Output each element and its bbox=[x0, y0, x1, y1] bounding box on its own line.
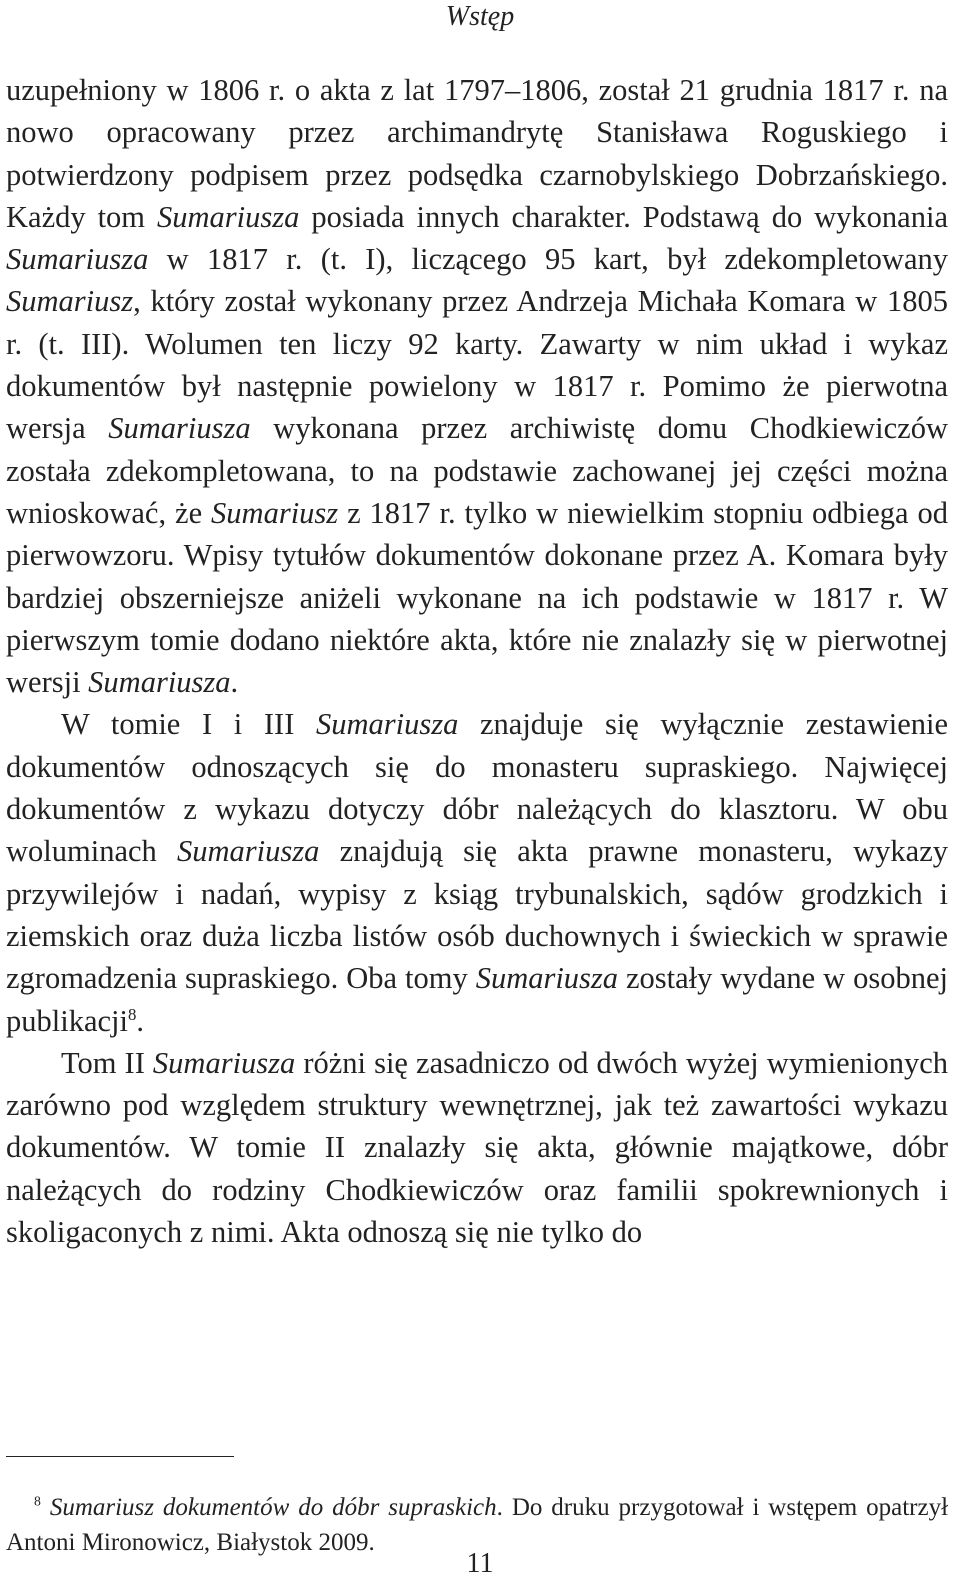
italic-title: Sumariusza bbox=[157, 199, 300, 234]
italic-title: Sumariusz bbox=[211, 495, 339, 530]
running-header: Wstęp bbox=[445, 1, 515, 32]
text-run: zostały wydane w osobnej publikacji bbox=[6, 961, 949, 1038]
footnote-reference: 8 bbox=[127, 1004, 137, 1024]
text-run: znajduje się wyłącznie zestawienie dokumentów odnoszących się do monasteru supraskiego. Najwięcej dokumentów z wykazu dotyczy dóbr należących do klasztoru. W obu woluminach bbox=[6, 707, 948, 869]
footnote-separator bbox=[6, 1456, 234, 1457]
italic-title: Sumariusza bbox=[177, 834, 320, 869]
text-run: W tomie I i III bbox=[61, 707, 316, 742]
footnote-text: . Do druku przygotował i wstępem opatrzył Antoni Mironowicz, Białystok 2009. bbox=[6, 1494, 949, 1556]
text-run: , który został wykonany przez Andrzeja Michała Komara w 1805 r. (t. III). Wolumen ten liczy 92 karty. Zawarty w nim układ i wykaz dokumentów był następnie powielony w 1817 r. Pomimo że pierwotna wersja bbox=[6, 284, 948, 446]
italic-title: Sumariusza bbox=[6, 242, 149, 277]
footnote-cited-title: Sumariusz dokumentów do dóbr supraskich bbox=[49, 1494, 497, 1521]
paragraph bbox=[6, 1042, 948, 1253]
italic-title: Sumariusza bbox=[316, 707, 459, 742]
italic-title: Sumariusz bbox=[6, 284, 134, 319]
text-run: uzupełniony w 1806 r. o akta z lat 1797–1806, został 21 grudnia 1817 r. na nowo opracowany przez archimandrytę Stanisława Roguskiego i potwierdzony podpisem przez podsędka czarnobylskiego Dobrzańskiego. Każdy tom bbox=[6, 73, 948, 234]
text-run: w 1817 r. (t. I), liczącego 95 kart, był zdekompletowany bbox=[148, 242, 948, 277]
text-run: znajdują się akta prawne monasteru, wykazy przywilejów i nadań, wypisy z ksiąg trybunalskich, sądów grodzkich i ziemskich oraz duża liczba listów osób duchownych i świeckich w sprawie zgromadzenia supraskiego. Oba tomy bbox=[6, 834, 948, 996]
text-run: z 1817 r. tylko w niewielkim stopniu odbiega od pierwowzoru. Wpisy tytułów dokumentów dokonane przez A. Komara były bardziej obszerniejsze aniżeli wykonane na ich podstawie w 1817 r. W pierwszym tomie dodano niektóre akta, które nie znalazły się w pierwotnej wersji bbox=[6, 495, 949, 700]
text-run: . bbox=[230, 665, 239, 700]
italic-title: Sumariusza bbox=[152, 1045, 296, 1080]
footnote-marker: 8 bbox=[34, 1493, 41, 1509]
text-run: Tom II bbox=[61, 1045, 153, 1080]
italic-title: Sumariusza bbox=[88, 665, 231, 700]
text-run: posiada innych charakter. Podstawą do wykonania bbox=[299, 199, 948, 234]
text-run: wykonana przez archiwistę domu Chodkiewiczów została zdekompletowana, to na podstawie zachowanej jej części można wnioskować, że bbox=[6, 411, 948, 530]
italic-title: Sumariusza bbox=[108, 411, 251, 446]
paragraph bbox=[6, 69, 948, 703]
italic-title: Sumariusza bbox=[475, 961, 619, 996]
text-run: różni się zasadniczo od dwóch wyżej wymienionych zarówno pod względem struktury wewnętrznej, jak też zawartości wykazu dokumentów. W tomie II znalazły się akta, głównie majątkowe, dóbr należących do rodziny Chodkiewiczów oraz familii spokrewnionych i skoligaconych z nimi. Akta odnoszą się nie tylko do bbox=[6, 1045, 948, 1250]
text-run: . bbox=[136, 1003, 144, 1038]
page-number: 11 bbox=[466, 1548, 494, 1579]
paragraph bbox=[6, 703, 948, 1041]
body-text bbox=[6, 69, 948, 1253]
